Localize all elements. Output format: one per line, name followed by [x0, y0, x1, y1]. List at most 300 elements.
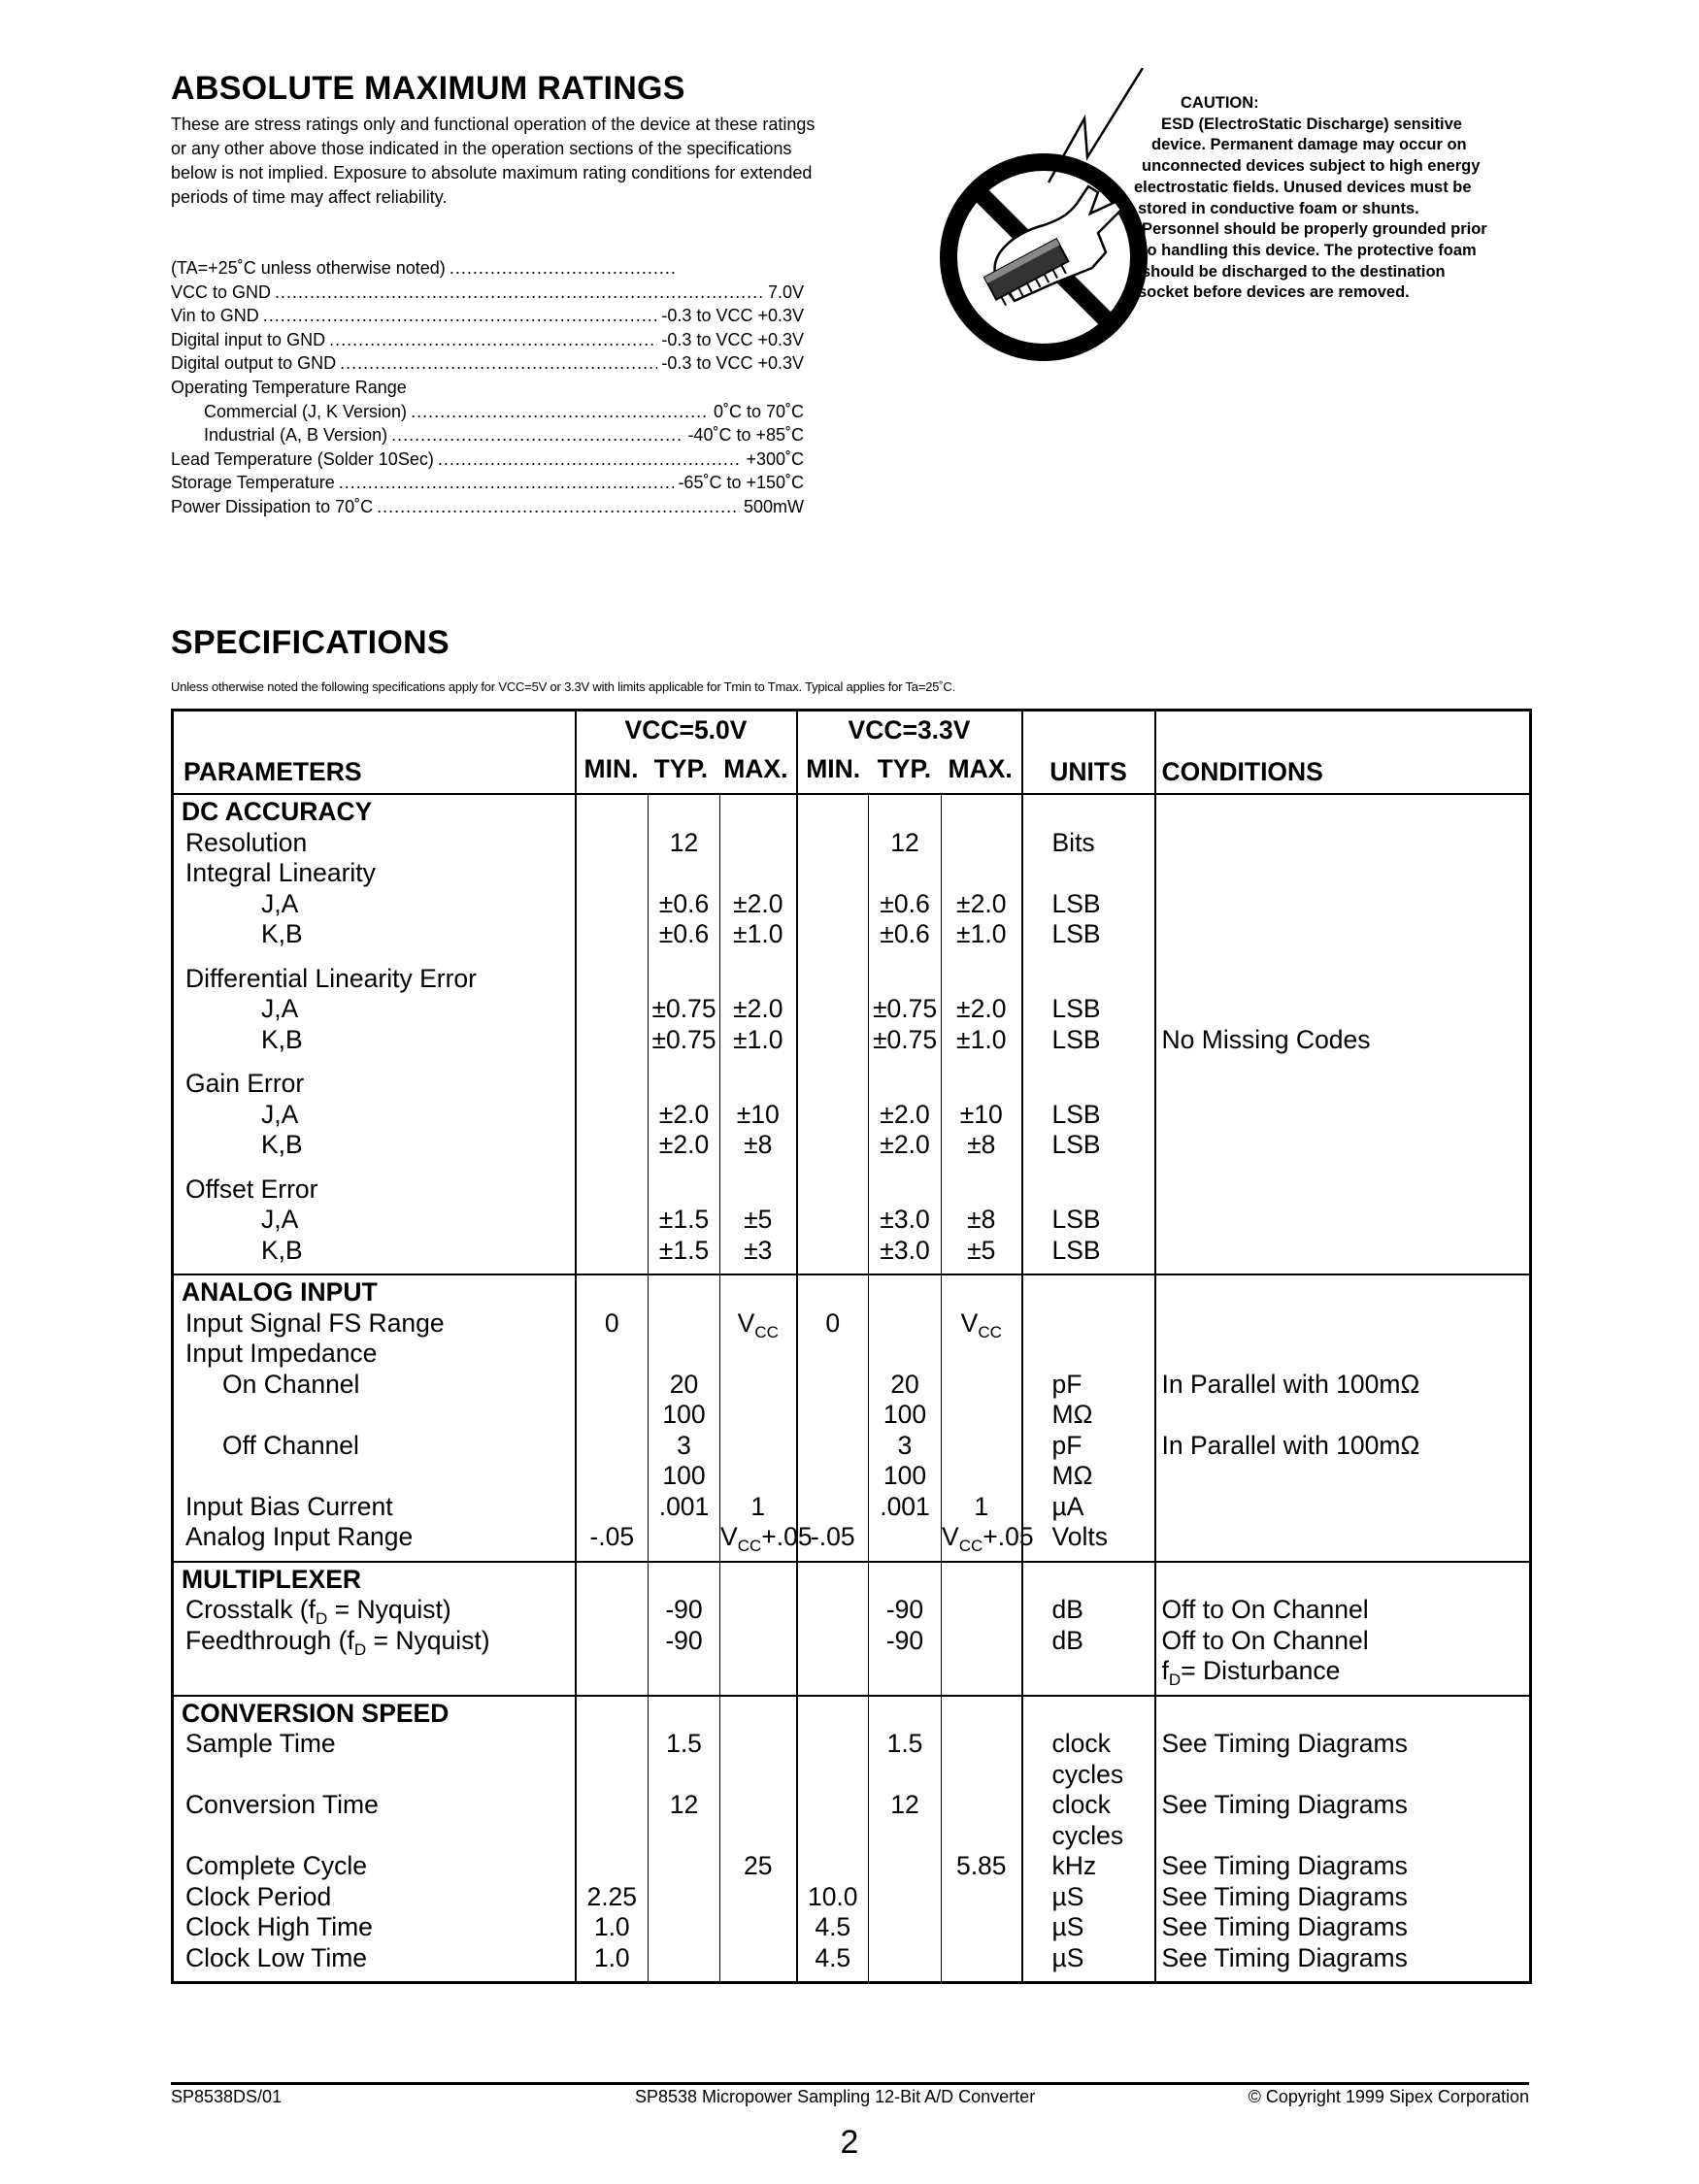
spec-value: .001	[880, 1491, 930, 1521]
header-vcc33	[797, 711, 1022, 795]
spec-value: 20	[890, 1369, 919, 1399]
spec-value	[577, 1100, 649, 1131]
spec-value: cycles	[1051, 1820, 1124, 1850]
spec-value: ±1.0	[733, 1024, 783, 1054]
spec-value: LSB	[1051, 1235, 1101, 1265]
col-value	[869, 1696, 942, 1983]
spec-value: ±0.75	[651, 994, 716, 1023]
parameter-name: Integral Linearity	[185, 858, 376, 887]
spec-value	[720, 1595, 796, 1626]
parameter-name: Crosstalk ($f_D$ = Nyquist)	[185, 1595, 451, 1628]
spec-value	[1162, 1236, 1530, 1267]
spec-value: -90	[665, 1595, 703, 1624]
spec-value: 5.85	[955, 1851, 1007, 1880]
spec-value	[577, 1790, 649, 1821]
spec-value	[798, 994, 869, 1025]
spec-value	[577, 828, 649, 859]
parameter-name	[185, 1656, 575, 1687]
parameter-name: On Channel	[222, 1369, 360, 1399]
spec-value: MΩ	[1051, 1461, 1093, 1490]
spec-value	[942, 1370, 1021, 1401]
parameter-name	[185, 1461, 575, 1492]
spec-value	[798, 1760, 869, 1791]
parameter-name	[185, 1821, 575, 1852]
spec-value	[798, 1069, 869, 1100]
rating-row	[171, 256, 804, 281]
spec-value	[720, 964, 796, 995]
rating-value: -0.3 to VCC +0.3V	[661, 353, 804, 374]
spec-value	[720, 1760, 796, 1791]
spec-value	[577, 1729, 649, 1760]
col-value	[576, 794, 649, 1274]
spec-value	[942, 1912, 1021, 1943]
spec-value	[1162, 1339, 1530, 1370]
caution-line: CAUTION:	[1181, 94, 1259, 112]
parameter-name: Offset Error	[185, 1174, 318, 1204]
col-parameter	[173, 1696, 576, 1983]
header-max-5: MAX.	[723, 754, 788, 783]
spec-value: See Timing Diagrams	[1161, 1942, 1408, 1972]
col-value	[942, 1562, 1022, 1696]
spec-value	[798, 1656, 869, 1687]
dot-leader	[275, 281, 764, 305]
spec-value	[798, 858, 869, 889]
col-value	[869, 1274, 942, 1562]
spec-value	[798, 1595, 869, 1626]
caution-line: device. Permanent damage may occur on	[1151, 136, 1467, 154]
spec-value: See Timing Diagrams	[1161, 1790, 1408, 1819]
spec-value	[1162, 1760, 1530, 1791]
spec-value: µS	[1051, 1881, 1084, 1911]
spec-value	[577, 1175, 649, 1206]
header-typ-5: TYP.	[653, 754, 709, 783]
rating-label: Vin to GND	[171, 306, 259, 326]
spec-value	[649, 1308, 719, 1340]
spec-value	[1162, 1522, 1530, 1553]
spec-value	[1052, 1175, 1154, 1206]
caution-line: should be discharged to the destination	[1142, 262, 1446, 281]
spec-value: ±1.0	[956, 919, 1007, 948]
rating-label: Commercial (J, K Version)	[204, 401, 408, 421]
spec-value	[720, 1943, 796, 1974]
header-min-33: MIN.	[806, 754, 861, 783]
spec-value: See Timing Diagrams	[1161, 1729, 1408, 1758]
footer-doc-id: SP8538DS/01	[171, 2087, 283, 2106]
spec-value	[649, 1943, 719, 1974]
parameter-name: J,A	[261, 1205, 299, 1234]
col-value	[720, 1562, 797, 1696]
spec-value: ±5	[744, 1205, 773, 1234]
spec-value	[942, 1069, 1021, 1100]
parameter-name: K,B	[261, 1235, 303, 1265]
dot-leader	[339, 471, 675, 495]
header-max-33: MAX.	[948, 754, 1013, 783]
col-value	[942, 1696, 1022, 1983]
spec-value: Bits	[1051, 827, 1095, 857]
spec-value	[1162, 964, 1530, 995]
spec-value: 3	[677, 1430, 691, 1460]
col-value	[797, 1696, 869, 1983]
spec-value: ±2.0	[956, 994, 1007, 1023]
spec-value	[869, 1851, 941, 1882]
spec-value	[869, 1912, 941, 1943]
rating-label: Storage Temperature	[171, 473, 335, 493]
spec-value	[1162, 1492, 1530, 1523]
spec-value: 1.0	[593, 1942, 630, 1972]
col-value	[797, 1562, 869, 1696]
parameter-name	[185, 1400, 575, 1431]
spec-value: LSB	[1051, 1099, 1101, 1129]
spec-value	[649, 1522, 719, 1553]
parameter-name: J,A	[261, 994, 299, 1023]
col-value	[576, 1562, 649, 1696]
spec-value	[577, 1656, 649, 1687]
rating-label: Power Dissipation to 70˚C	[171, 496, 374, 516]
dot-leader	[391, 423, 683, 447]
spec-value: 3	[897, 1430, 913, 1460]
rating-row	[171, 495, 804, 519]
parameter-name: Sample Time	[185, 1729, 336, 1758]
spec-value	[1052, 1339, 1154, 1370]
dot-leader	[377, 495, 740, 519]
col-units	[1022, 794, 1155, 1274]
col-parameter	[173, 1562, 576, 1696]
rating-label: Digital input to GND	[171, 329, 326, 349]
spec-value	[798, 1339, 869, 1370]
spec-value: ±1.5	[658, 1235, 710, 1265]
col-value	[869, 1562, 942, 1696]
spec-value: ±0.75	[872, 994, 938, 1023]
spec-value: ±2.0	[880, 1099, 930, 1129]
spec-value: 100	[883, 1461, 927, 1490]
spec-value: pF	[1051, 1430, 1083, 1460]
table-header	[173, 711, 1531, 795]
rating-row	[171, 447, 804, 472]
esd-caution-text	[1134, 93, 1559, 304]
spec-value	[1052, 964, 1154, 995]
footer-product: SP8538 Micropower Sampling 12-Bit A/D Converter	[635, 2087, 1036, 2106]
parameter-name: J,A	[261, 888, 299, 918]
spec-value	[1162, 1821, 1530, 1852]
spec-value	[720, 1461, 796, 1492]
col-value	[649, 794, 720, 1274]
spec-value	[869, 1175, 941, 1206]
spec-value: 100	[883, 1400, 927, 1429]
spec-value: µS	[1051, 1942, 1084, 1972]
spec-value	[798, 889, 869, 920]
spec-value: See Timing Diagrams	[1161, 1851, 1408, 1880]
spec-value: No Missing Codes	[1161, 1024, 1371, 1054]
spec-value: LSB	[1051, 888, 1101, 918]
header-vcc5-label: VCC=5.0V	[624, 715, 748, 745]
caution-line: socket before devices are removed.	[1138, 283, 1410, 302]
spec-value	[577, 1851, 649, 1882]
spec-value	[798, 1626, 869, 1657]
spec-value: $V_{CC}+.05$	[720, 1522, 813, 1555]
rating-value: -40˚C to +85˚C	[687, 425, 804, 446]
spec-value	[869, 1760, 941, 1791]
spec-value	[798, 1025, 869, 1056]
spec-value	[942, 1656, 1021, 1687]
spec-value	[798, 1431, 869, 1462]
spec-value: dB	[1051, 1595, 1083, 1624]
spec-value	[1162, 1100, 1530, 1131]
spec-value: ±1.5	[658, 1205, 710, 1234]
rating-label: Lead Temperature (Solder 10Sec)	[171, 448, 434, 469]
spec-value: ±10	[959, 1099, 1003, 1129]
rating-row	[171, 423, 804, 447]
spec-value	[1162, 858, 1530, 889]
spec-value	[1162, 994, 1530, 1025]
spec-value	[798, 1400, 869, 1431]
spec-value	[649, 1851, 719, 1882]
dot-leader	[329, 328, 657, 352]
spec-value	[577, 964, 649, 995]
spec-value: LSB	[1051, 994, 1101, 1023]
section-title: DC ACCURACY	[182, 797, 373, 826]
spec-value	[798, 1130, 869, 1161]
spec-value	[577, 1025, 649, 1056]
spec-value	[720, 1626, 796, 1657]
spec-value: In Parallel with 100mΩ	[1161, 1369, 1420, 1399]
dot-leader	[450, 256, 675, 281]
header-units: UNITS	[1022, 711, 1155, 795]
spec-value	[720, 1656, 796, 1687]
ratings-list	[171, 256, 804, 519]
spec-value	[869, 964, 941, 995]
spec-value: 0	[604, 1307, 619, 1338]
spec-value	[649, 1912, 719, 1943]
rating-row	[171, 351, 804, 376]
parameter-name: J,A	[261, 1099, 299, 1129]
spec-value: 12	[890, 1790, 919, 1819]
spec-value	[1162, 1400, 1530, 1431]
spec-value: ±2.0	[658, 1130, 710, 1159]
spec-value: µA	[1051, 1491, 1084, 1521]
col-value	[576, 1696, 649, 1983]
spec-value: 25	[744, 1851, 773, 1880]
rating-value: 0˚C to 70˚C	[713, 401, 804, 421]
rating-row	[171, 400, 804, 424]
spec-value	[649, 1175, 719, 1206]
spec-value	[869, 1308, 941, 1340]
dot-leader	[263, 304, 658, 328]
spec-value	[798, 1790, 869, 1821]
spec-value: ±10	[736, 1099, 780, 1129]
spec-value: ±1.0	[733, 919, 783, 948]
spec-value	[577, 1760, 649, 1791]
spec-value	[942, 1943, 1021, 1974]
spec-value	[1162, 919, 1530, 950]
spec-value: 1.0	[593, 1912, 630, 1941]
header-typ-33: TYP.	[877, 754, 932, 783]
rating-value: +300˚C	[746, 448, 804, 469]
rating-value: -65˚C to +150˚C	[678, 473, 804, 493]
spec-value: -90	[885, 1625, 924, 1655]
spec-value: LSB	[1051, 1130, 1101, 1159]
spec-value	[577, 858, 649, 889]
rating-value: -0.3 to VCC +0.3V	[661, 306, 804, 326]
spec-value	[798, 1100, 869, 1131]
spec-value	[1162, 1205, 1530, 1236]
spec-value	[1162, 828, 1530, 859]
spec-value	[720, 1912, 796, 1943]
spec-value: ±3	[744, 1235, 773, 1265]
spec-value	[577, 1821, 649, 1852]
rating-row	[171, 376, 804, 400]
parameter-name: Input Impedance	[185, 1339, 378, 1368]
spec-section	[173, 1562, 1531, 1696]
spec-value	[869, 1656, 941, 1687]
spec-value	[577, 1236, 649, 1267]
spec-value	[720, 1821, 796, 1852]
parameter-name: Clock Period	[185, 1881, 332, 1911]
spec-value	[942, 964, 1021, 995]
spec-value: See Timing Diagrams	[1161, 1881, 1408, 1911]
spec-value	[942, 1760, 1021, 1791]
col-value	[942, 1274, 1034, 1562]
rating-value: 500mW	[743, 496, 804, 516]
caution-line: ESD (ElectroStatic Discharge) sensitive	[1161, 115, 1462, 133]
caution-line: stored in conductive foam or shunts.	[1138, 199, 1419, 217]
spec-section	[173, 794, 1531, 1274]
header-vcc33-label: VCC=3.3V	[848, 715, 971, 745]
spec-value	[720, 1882, 796, 1913]
spec-value	[577, 994, 649, 1025]
spec-value: ±3.0	[880, 1205, 930, 1234]
spec-value: ±1.0	[956, 1024, 1007, 1054]
spec-value	[1052, 1656, 1154, 1687]
spec-value	[869, 1821, 941, 1852]
spec-value	[942, 1431, 1021, 1462]
spec-value	[720, 828, 796, 859]
spec-value	[798, 1175, 869, 1206]
spec-value	[649, 964, 719, 995]
rating-value: 7.0V	[767, 281, 804, 302]
spec-value	[798, 1492, 869, 1523]
rating-row	[171, 471, 804, 495]
spec-value: 4.5	[815, 1942, 851, 1972]
rating-row	[171, 304, 804, 328]
header-conditions: CONDITIONS	[1155, 711, 1531, 795]
spec-value: 4.5	[815, 1912, 851, 1941]
rating-row	[171, 328, 804, 352]
spec-value: 12	[669, 1790, 699, 1819]
spec-value: ±5	[967, 1235, 996, 1265]
parameter-name: Conversion Time	[185, 1790, 379, 1819]
spec-value	[869, 1943, 941, 1974]
spec-value	[942, 1882, 1021, 1913]
parameter-name: Clock High Time	[185, 1912, 373, 1941]
spec-value: ±2.0	[733, 994, 783, 1023]
spec-value	[798, 964, 869, 995]
spec-section	[173, 1696, 1531, 1983]
spec-value	[942, 1626, 1021, 1657]
caution-line: unconnected devices subject to high energy	[1142, 157, 1481, 176]
spec-value	[649, 1339, 719, 1370]
spec-value	[798, 1461, 869, 1492]
section-title: MULTIPLEXER	[182, 1564, 362, 1594]
spec-value	[1162, 889, 1530, 920]
spec-value	[577, 1370, 649, 1401]
spec-value: LSB	[1051, 1205, 1101, 1234]
spec-value	[798, 828, 869, 859]
col-value	[649, 1274, 720, 1562]
spec-value: $f_D=$ Disturbance	[1161, 1656, 1341, 1689]
spec-value	[577, 1400, 649, 1431]
col-value	[720, 794, 797, 1274]
spec-value: Volts	[1051, 1522, 1108, 1551]
spec-value: $V_{CC}$	[737, 1307, 779, 1341]
col-value	[576, 1274, 649, 1562]
parameter-name	[185, 1760, 575, 1791]
parameter-name: K,B	[261, 1024, 303, 1054]
spec-value	[798, 1205, 869, 1236]
spec-value: Off to On Channel	[1161, 1595, 1369, 1624]
col-value	[649, 1696, 720, 1983]
spec-value	[869, 1339, 941, 1370]
spec-value	[649, 1656, 719, 1687]
spec-value: ±0.6	[880, 888, 930, 918]
rating-label: Operating Temperature Range	[171, 377, 407, 397]
spec-value	[798, 1821, 869, 1852]
parameter-name: Off Channel	[222, 1430, 359, 1460]
spec-value: .001	[658, 1491, 710, 1521]
amr-title: ABSOLUTE MAXIMUM RATINGS	[171, 70, 685, 107]
spec-value	[720, 1790, 796, 1821]
rating-label: VCC to GND	[171, 281, 272, 302]
spec-value: pF	[1051, 1369, 1083, 1399]
spec-value	[1162, 1461, 1530, 1492]
page-number: 2	[840, 2124, 859, 2161]
parameter-name: Complete Cycle	[185, 1851, 368, 1880]
col-conditions	[1155, 1696, 1531, 1983]
spec-value: 12	[890, 827, 919, 857]
spec-value: clock	[1051, 1729, 1111, 1758]
dot-leader	[411, 400, 710, 424]
spec-value: -90	[665, 1625, 703, 1655]
parameter-name: K,B	[261, 919, 303, 948]
rating-value: -0.3 to VCC +0.3V	[661, 329, 804, 349]
spec-value	[720, 1431, 796, 1462]
spec-note: Unless otherwise noted the following specifications apply for VCC=5V or 3.3V with limits applicable for Tmin to Tmax. Typical applies for Ta=25˚C.	[171, 679, 956, 694]
spec-value	[577, 1431, 649, 1462]
spec-value: LSB	[1051, 919, 1101, 948]
spec-value	[577, 919, 649, 950]
spec-value	[942, 1461, 1021, 1492]
col-value	[720, 1696, 797, 1983]
parameter-name: Differential Linearity Error	[185, 963, 477, 993]
col-value	[720, 1274, 813, 1562]
caution-line: to handling this device. The protective foam	[1142, 241, 1477, 259]
spec-value	[1162, 1130, 1530, 1161]
rating-label: (TA=+25˚C unless otherwise noted)	[171, 258, 446, 278]
spec-value: 100	[662, 1461, 706, 1490]
spec-value	[720, 1339, 796, 1370]
spec-value	[649, 1821, 719, 1852]
col-value	[797, 1274, 869, 1562]
spec-value	[942, 1790, 1021, 1821]
spec-value	[798, 1370, 869, 1401]
spec-value	[869, 858, 941, 889]
parameter-name: Feedthrough ($f_D$ = Nyquist)	[185, 1625, 490, 1659]
spec-value	[1162, 1069, 1530, 1100]
col-parameter	[173, 1274, 576, 1562]
col-conditions	[1155, 1562, 1531, 1696]
spec-value	[649, 1760, 719, 1791]
parameter-name: K,B	[261, 1130, 303, 1159]
col-parameter	[173, 794, 576, 1274]
